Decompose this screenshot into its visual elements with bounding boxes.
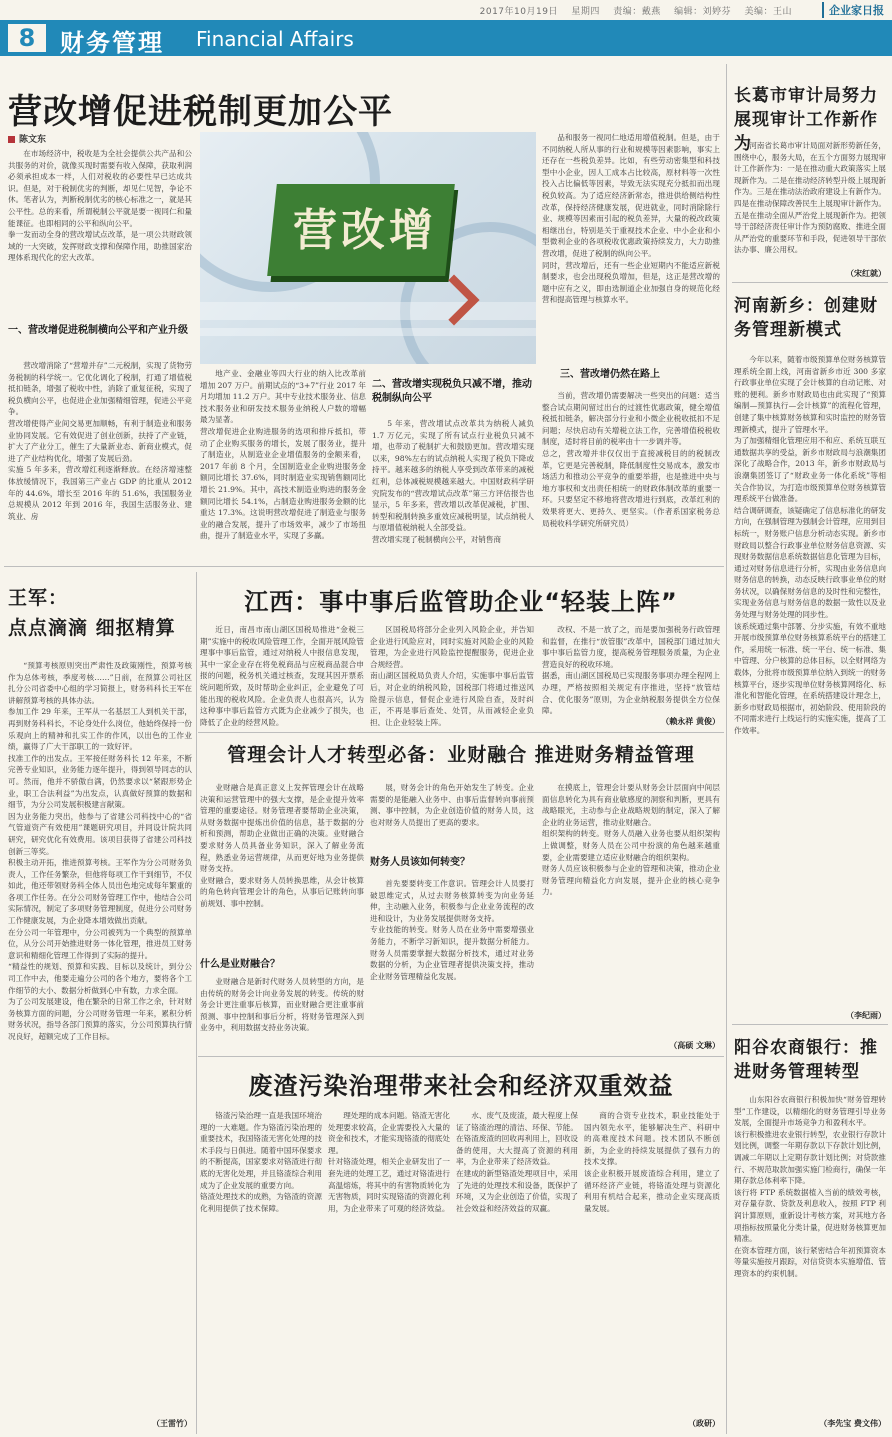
article3-col1-body: 业财融合是新时代财务人员转型的方向，是由传统的财务会计向业务发展的转变。传统的财务会计更注重事后核算，而业财融合更注重事前预测、事中控制和事后分析，将财务管理深入到业务中，利用数据支持业务决策。: [200, 977, 364, 1033]
article3-col2-body: 首先要要转变工作意识。管理会计人员要打破思维定式，从过去财务核算转变为向业务延伸，主动融入业务，积极参与企业业务流程的改进和设计，为业务发展提供财务支持。 专业技能的转变。财务人员在业务中需要增强业务能力，不断学习新知识，提升数据分析能力。财务人员需要掌握大数据分析技术，通过对业务数据的分析，为企业管理者提供决策支持，推动企业财务管理精益化发展。: [370, 879, 534, 981]
article3-col3: 在摸底上，管理会计要从财务会计层面向中间层面信息转化为具有商业敏感度的洞察和判断，更具有战略眼光，主动参与企业战略规划的制定，深入了解企业的业务运营，推动业财融合。 组织架构的转变。财务人员融入业务也要从组织架构上做调整，财务人员在公司中扮演的角色越来越重要，企业需要建立适应业财融合的组织架构。 财务人员应该积极参与企业的管理和决策，推动企业财务管理向精益化方向发展，提升企业的核心竞争力。: [542, 783, 720, 897]
sidebar1-body: 河南省长葛市审计局面对新形势新任务，围绕中心，服务大局，在五个方面努力展现审计工作新作为：一是在推动重大政策落实上展现新作为。二是在推动经济转型升级上展现新作为。三是在推动法治政府建设上有新作为。四是在推动保障改善民生上展现审计新作为。五是在推动全面从严治党上展现新作为。把领导干部经济责任审计作为预防腐败、推进全面从严治党的重要环节和手段，促进领导干部依法办事、廉公用权。: [734, 141, 886, 255]
article1-title: 营改增促进税制更加公平: [8, 92, 393, 132]
sidebar1-signature: （宋红就）: [846, 268, 886, 278]
article2-col2: 区国税局将部分企业列入风险企业，并告知企业进行风险应对，同时实施对风险企业的风险管理，为企业进行风险监控提醒服务，促进企业合规经营。 南山湖区国税局负责人介绍，实施事中事后监管后，对企业的纳税风险，国税部门将通过推送风险提示信息，督促企业进行风险自查，及时纠正，不再是事后查处、处罚，从而减轻企业负担，让企业轻装上阵。: [370, 625, 534, 726]
article3-col2: 展，财务会计的角色开始发生了转变。企业需要的是能融入业务中、由事后监督转向事前预测、事中控制，为企业创造价值的财务人员，这也对财务人员提出了更高的要求。: [370, 783, 534, 827]
page-header-bar: [0, 0, 892, 18]
article-left-signature: （王雷竹）: [152, 1418, 192, 1428]
article4-col4: 商的合资专业技术，职业技能处于国内领先水平，能够解决生产、科研中的高难度技术问题。技术团队不断创新，为企业的持续发展提供了强有力的技术支撑。 该企业积极开展废渣综合利用，建立了循环经济产业链，将铬渣处理与资源化利用有机结合起来，推动企业实现高质量发展。: [584, 1111, 720, 1213]
article2-signature: （赖永祥 黄俊）: [661, 716, 720, 726]
article-divider: [4, 566, 724, 567]
newspaper-brand: 企业家日报: [822, 2, 884, 18]
article2-col1: 近日，南昌市南山湖区国税局推进“金税三期”实施中的税收风险管理工作，全面开展风险管理事中事后监管，通过对纳税人中报信息发现，其中一家企业存在将免税商品与应税商品混合申报的问题，税务机关通过核查，发现其因开票系统问题所致，及时帮助企业纠正，企业避免了可能出现的税收风险。企业负责人也很高兴，认为这种事中事后监管方式既为企业减少了损失，也降低了企业的经营风险。: [200, 625, 364, 726]
article1-col1-body: 营改增消除了“营增并存”二元税制，实现了货物劳务税制的科学统一。它优化调化了税制，打通了增值税抵扣链条，增强了税收中性，消除了重复征税，实现了税负横向公平，也促进企业加强精细管理，促进公平竞争。 营改增使得产业间交易更加顺畅，有利于制造业和服务业协同发展。它有效促进了创业创新，扶持了产业链，扩大了产业分工，催生了大量新业态、新商业模式，促进了产业结构优化，增强了发展后劲。 实施 5 年多来，营改增红利逐渐释放。在经济增速整体放缓情况下，我国第三产业占 GDP 的比重从 2012 年的 44.6%，增长至 2016 年的 51.6%，我国服务业总规模从 2012 年到 2016 年，我国生活服务业、建筑业、房: [8, 361, 192, 521]
copy-editor: 编辑：刘婷芬: [674, 7, 732, 17]
article1-col3: 5 年来，营改增试点改革共为纳税人减负 1.7 万亿元，实现了所有试点行业税负只减不增，也带动了税制扩大和鼓励更加。营改增实现以来，98%左右的试点纳税人实现了税负下降或持平。越来越多的纳税人享受到改革带来的减税红利，总体减税规模越来越大。中国财政科学研究院发布的“营改增试点改革”第三方评估报告也显示，5 年多来，营改增以改革促减税，扩围、转型和税制转换多重效应减税明显，试点纳税人与原增值税纳税人全部受益。 营改增实现了税制横向公平，对销售商: [372, 419, 534, 544]
article-divider: [198, 732, 724, 733]
article3-subhead2: 财务人员该如何转变？: [370, 857, 470, 868]
article1-col5: 当前，营改增仍需要解决一些突出的问题：适当整合试点期间留过出台的过渡性优惠政策，健全增值税抵扣链条，解决部分行业和小微企业税收抵扣不足问题；尽快启动有关增税立法工作，完善增值税税收制度，适时将目前的税率由十一步调并等。 总之，营改增并非仅仅出于直接减税目的的税制改革，它更是完善税制，降低制度性交易成本，激发市场活力和推动公平竞争的重要举措，也是推进中央与地方事权和支出责任相统一的财政体制改革的重要一环。只要坚定不移地将营改增进行到底，改革红利的效果将更大、更持久、更坚实。（作者系国家税务总局税收科学研究所研究员）: [542, 391, 720, 528]
article4-col2: 理处理的成本问题。铬渣无害化处理要求较高，企业需要投入大量的资金和技术，才能实现铬渣的彻底处理。 针对铬渣处理，相关企业研发出了一套先进的处理工艺，通过对铬渣进行高温熔炼，将其中的有害物质转化为无害物质，同时实现铬渣的资源化利用，为企业带来了可观的经济效益。: [328, 1111, 450, 1213]
article-left-body: “预算考核原则突出严肃性及政策刚性，预算考核作为总体考核，季度考核……”日前，在预算公司社区扎分公司省委中心组的学习简报上，财务科科长王军在讲解预算考核的具体办法。 参加工作 29 年来，王军从一名基层工人到机关干部，再到财务科科长，不论身处什么岗位，他始终保持一份乐观向上的精神和扎实工作的作风，以出色的工作业绩，赢得了广大干部职工的一致好评。 找准工作的出发点。王军接任财务科长 12 年来，不断完善专业知识，业务能力逐年提升，得到领导同志的认可。然而，他并不骄傲自满，仍然要求以“紧跟形势企业，职工合法利益”为出发点，认真做好预算的数据和细节，为分公司发展积极建言献策。 因为业务能力突出，他参与了省建公司科技中心的“省气管道资产有效使用”课题研究项目，并同设计院共同研究，研究优化有效费用。该项目获得了省建公司科技创新三等奖。 积极主动开拓，推进预算考核。王军作为分公司财务负责人，工作任务繁杂，但他将每项工作干到细节，不仅如此，他还带领财务科全体人员出色地完成每年繁重的各项工作任务。在分公司财务管理工作中，他结合公司实际情况，制定了多项财务管理制度，促进分公司财务工作健康发展，为企业降本增效做出贡献。 在分公司一年管理中，分公司被列为一个典型的预算单位，从分公司开始推进财务一体化管理，推进员工财务意识和精细化管理工作得到了实际的提升。 “精益性的规划、预算和实践、目标以及统计，到分公司工作中去，他要走遍分公司的各个地方，要将各个工作细节的大小、数据分析做到心中有数，力求全面。 为了公司发展建设，他在繁杂的日常工作之余，针对财务核算方面的问题，分公司财务管理一年来，累积分析财务状况，指导各部门预算的落实，分公司预算执行情况良好，超额完成了工作目标。: [8, 661, 192, 1041]
article1-col2: 地产业、金融业等四大行业的纳入比改革前增加 207 万户。前期试点的“3+7”行业 2017 年月均增加 11.2 万户。其中专业技术服务业、信息技术服务业和研发技术服务业纳税人户数的增幅最为显著。 营改增促进企业购进服务的选项和排斥抵扣，带动了企业购买服务的增长，发展了服务业，提升了制造业，从制造业企业增值服务的金额来看，2017 年前 8 个月，全国制造业企业购进服务金额同比增长 37.6%，同时制造业实现销售额同比增长 21.9%。其中，高技术制造业购进的服务金额同比增长 54.1%，占制造业购进服务金额的比重达 17.3%。这说明营改增促进了制造业与服务业的融合发展，提升了市场效率，减少了市场扭曲，提升了制造业水平，实现了多赢。: [200, 369, 366, 541]
sidebar2-signature: （李纪雨）: [846, 1010, 886, 1020]
article4-col1: 铬渣污染治理一直是我国环境治理的一大难题。作为铬渣污染治理的重要技术，我国铬渣无害化处理的技术手段与日俱进。随着中国环保要求的不断提高，国家要求对铬渣进行彻底的无害化处理，并且铬渣综合利用成为了企业发展的重要方向。 铬渣处理技术的成熟，为铬渣的资源化利用提供了技术保障。: [200, 1111, 322, 1213]
sidebar-divider: [732, 282, 888, 283]
sidebar3-body: 山东阳谷农商银行积极加快“财务管理转型”工作建设，以精细化的财务管理引导业务发展，全面提升市场竞争力和盈利水平。 该行积极推进农业银行转型，农业银行存款计划比例，调整一年期存款以下存款计划比例，调减二年期以上定期存款计划比例；对贷款推行、不规范取款加强实施门检商行，确保一年期存款总体利率下降。 该行将 FTP 系统数据植入当前的绩效考核，对存量存款、贷款及利息收入，按照 FTP 利润计算原则，重新设计考核方案，对其地方各项指标按照量化分类计量，促进财务核算更加精准。 在资本管理方面，该行紧密结合年初预算资本等量实施按月跟踪，对信贷资本实施增值、管理资本的约束机制。: [734, 1095, 886, 1278]
article1-col1-intro: 在市场经济中，税收是为全社会提供公共产品和公共服务的对价，就像买现时需要有收入保障，获取利润必须承担成本一样，人们对税收的必要性早已达成共识。但是，对于税制优劣的判断，却见仁见智，争论不休。笔者认为，判断税制优劣的核心标准之一，就是其公平性。总的来看，所谓税制公平就是要一视同仁和量能课征。也即相同的公平和纵向公平。 拳一发而动全身的营改增试点改革，是一项公共财政领域的一大突破，发挥财政支撑和保障作用，助推国家治理体系现代化的宏大改革。: [8, 149, 192, 263]
article4-title: 废渣污染治理带来社会和经济双重效益: [248, 1072, 674, 1100]
article1-photo: [200, 132, 536, 364]
article4-col3: 水、废气及废渣，最大程度上保证了铬渣治理的清洁、环保、节能。在铬渣废渣的回收再利用上，回收设备的使用，大大提高了资源的利用率，为企业带来了经济效益。 在建成的新型铬渣处理项目中，采用了先进的处理技术和设备，既保护了环境，又为企业创造了价值，实现了社会效益和经济效益的双赢。: [456, 1111, 578, 1213]
sidebar2-title: 河南新乡：创建财务管理新模式: [734, 296, 878, 340]
article1-subhead2: 二、营改增实现税负只减不增，推动税制纵向公平: [372, 379, 532, 404]
column-divider: [726, 64, 727, 1434]
page-number: 8: [8, 24, 46, 52]
header-meta: [470, 4, 792, 17]
article-divider: [198, 1056, 724, 1057]
article1-col4: 品和服务一视同仁地适用增值税制。但是，由于不同纳税人所从事的行业和规模等因素影响，事实上还存在一些税负差异。比如，有些劳动密集型和科技型中小企业，因人工成本占比较高，原材料等一次性投入占比偏低等因素，导致无法实现充分抵扣而出现税负较高。为了适应经济新常态，推进供给侧结构性改革，保持经济健康发展，促进就业，同时消除除行业、规模等因素而引起的税负差异，大量的税改政策相继出台，特别是关于重视技术企业、中小企业和小型微利企业的各项税收优惠政策持续发力，大力助推营改增，促进了税制的纵向公平。 同时，营改增后，还有一些企业短期内不能适应新税制要求，也会出现税负增加，但是，这正是营改增的题中应有之义，即由选制道企业加强自身的规范化经营和提高管理与核算水平。: [542, 133, 720, 305]
sidebar3-title: 阳谷农商银行：推进财务管理转型: [734, 1038, 878, 1082]
section-title: 财务管理: [60, 29, 164, 57]
column-divider: [196, 572, 197, 1434]
section-banner: [0, 20, 892, 56]
issue-date: 2017年10月19日: [479, 7, 558, 17]
article3-signature: （高硕 文琳）: [669, 1040, 720, 1050]
article1-author: 陈文东: [8, 132, 46, 145]
article1-subhead3: 三、营改增仍然在路上: [560, 369, 660, 380]
sidebar3-signature: （李先宝 费文伟）: [819, 1418, 886, 1428]
article-left-title-line2: 点点滴滴 细抠精算: [8, 617, 176, 639]
sidebar2-body: 今年以来，随着市级预算单位财务核算管理系统全面上线，河南省新乡市近 300 多家行政事业单位实现了会计核算的自动记账、对账的便利。新乡市财政局也由此实现了“预算编制—预算执行—会计核算”的流程化管理，创建了集中核算财务核算和实时监控的财务管理新模式，提升了管理水平。 为了加强精细化管理应用不和应、系统互联互通数据共享的受益，新乡市财政局与浪潮集团深化了战略合作，2013 年，新乡市财政局与浪潮集团签订了“财政业务一体化系统”等相关合作协议，为打造市级预算单位财务核算管理系统平台做准备。 结合调研调查，该疑确定了信息标准化的研发方向，在强制管理为强制会计管理，应用到目标统一，财务账户信息分析动态实现。新乡市财政局以整合行政事业单位财务信息资源、实现财务数据信息系统数据信息化管理为目标，通过对财务信息进行分析，实现由业务信息向财务信息的转换，动态反映行政事业单位的财务状况，以确保财务信息的及时性和完整性，实现业务信息与财务信息的数据一致性以及业务处理与财务处理的同步性。 该系统通过集中部署、分步实施，有效不重地开展市级预算单位财务核算系统平台的搭建工作，采用统一标准、统一平台、统一标准、集中管理、分户核算的总体目标，以全财网络为载体，分批将市级预算单位纳入到统一的财务核算平台，逐步实现单位财务核算网络化、标准化和智能化管理，在系统搭建设计理念上，新乡市财政局根据市，初始阶段、使用阶段的不同需求进行上线运行的实施实施，提高了工作效率。: [734, 355, 886, 735]
section-title-en: Financial Affairs: [196, 27, 354, 51]
article-left-title-line1: 王军：: [8, 587, 69, 609]
article1-subhead1: 一、营改增促进税制横向公平和产业升级: [8, 325, 188, 336]
photo-caption-text: 营改增: [293, 205, 437, 256]
article3-col1: 业财融合是真正意义上发挥管理会计在战略决策和运营管理中的强大支撑，是企业提升效率管理的重要途径。财务管理者要帮助企业决策，从财务数据中提炼出价值的信息，基于数据的分析和预测，帮助企业做出正确的决策。业财融合要求财务人员具备业务知识，深入了解业务流程，熟悉业务运营规律，从而更好地为业务提供财务支持。 业财融合，要求财务人员转换思维，从会计核算的角色转向管理会计的角色，从事后记账转向事前规划、事中控制。: [200, 783, 364, 908]
designer: 美编：王山: [744, 7, 792, 17]
article3-subhead1: 什么是业财融合？: [200, 959, 280, 970]
article2-title: 江西：事中事后监管助企业“轻装上阵”: [244, 588, 678, 616]
article2-col3: 改权、不是一放了之，而是要加强税务行政管理和监督，在推行“放管服”改革中，国税部门通过加大事中事后监管力度，提高税务管理服务质量，为企业营造良好的税收环境。 据悉，南山湖区国税局已实现服务事项办理全程网上办理，严格按照相关规定有序推进，坚持“放管结合、优化服务”原则，为企业纳税服务提供全方位保障。: [542, 625, 720, 716]
responsible-editor: 责编：戴燕: [613, 7, 661, 17]
sidebar1-title: 长葛市审计局努力展现审计工作新作为: [734, 86, 878, 154]
article3-title: 管理会计人才转型必备：业财融合 推进财务精益管理: [227, 744, 695, 766]
article4-signature: （政研）: [688, 1418, 720, 1428]
sidebar-divider: [732, 1024, 888, 1025]
issue-weekday: 星期四: [571, 7, 600, 17]
